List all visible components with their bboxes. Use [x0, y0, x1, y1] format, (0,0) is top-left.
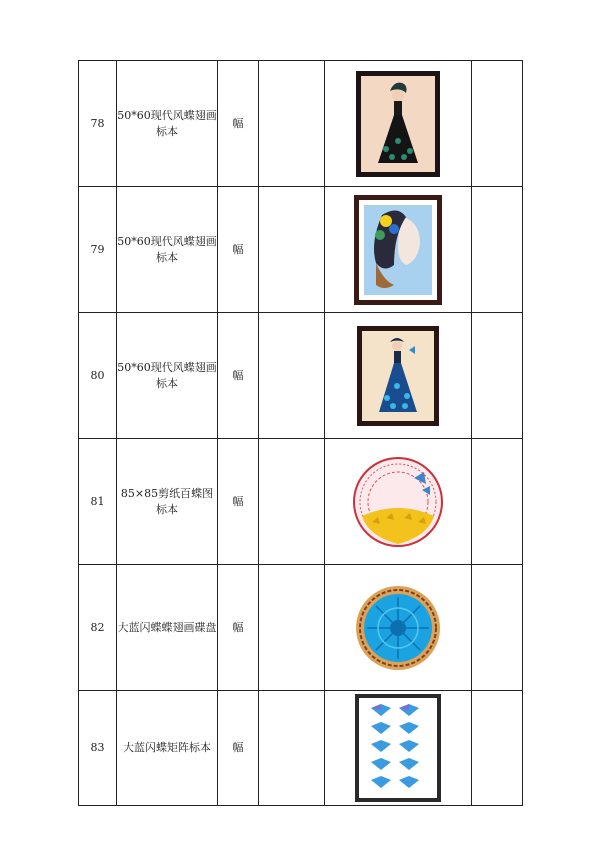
item-name: 50*60现代风蝶翅画标本 — [117, 313, 218, 439]
item-number: 80 — [79, 313, 117, 439]
image-cell — [325, 187, 472, 313]
empty-cell — [472, 313, 523, 439]
item-number: 81 — [79, 439, 117, 565]
empty-cell — [472, 61, 523, 187]
item-number: 79 — [79, 187, 117, 313]
table-row — [79, 61, 523, 187]
empty-cell — [472, 565, 523, 691]
framed-butterfly-lady-portrait-image — [354, 195, 442, 305]
item-number: 83 — [79, 691, 117, 806]
image-cell — [325, 439, 472, 565]
image-cell — [325, 691, 472, 806]
image-cell — [325, 565, 472, 691]
empty-cell — [259, 565, 325, 691]
item-name: 50*60现代风蝶翅画标本 — [117, 61, 218, 187]
item-unit: 幅 — [218, 61, 259, 187]
empty-cell — [259, 439, 325, 565]
item-unit: 幅 — [218, 187, 259, 313]
image-cell — [325, 313, 472, 439]
specimen-table — [78, 60, 523, 806]
blue-morpho-matrix-frame-image — [355, 694, 441, 802]
empty-cell — [472, 187, 523, 313]
empty-cell — [259, 691, 325, 806]
blue-morpho-wing-plate-image — [355, 585, 441, 671]
item-name: 大蓝闪蝶矩阵标本 — [117, 691, 218, 806]
table-row — [79, 313, 523, 439]
item-name: 50*60现代风蝶翅画标本 — [117, 187, 218, 313]
table-row — [79, 439, 523, 565]
empty-cell — [472, 439, 523, 565]
item-unit: 幅 — [218, 565, 259, 691]
table-row — [79, 187, 523, 313]
item-unit: 幅 — [218, 691, 259, 806]
empty-cell — [472, 691, 523, 806]
empty-cell — [259, 313, 325, 439]
image-cell — [325, 61, 472, 187]
item-unit: 幅 — [218, 313, 259, 439]
table-row — [79, 691, 523, 806]
item-number: 82 — [79, 565, 117, 691]
table-row — [79, 565, 523, 691]
item-name: 85×85剪纸百蝶图标本 — [117, 439, 218, 565]
item-number: 78 — [79, 61, 117, 187]
empty-cell — [259, 61, 325, 187]
framed-butterfly-lady-black-gown-image — [356, 71, 440, 177]
empty-cell — [259, 187, 325, 313]
framed-butterfly-lady-blue-gown-image — [357, 326, 439, 426]
papercut-hundred-butterflies-round-image — [352, 456, 444, 548]
item-unit: 幅 — [218, 439, 259, 565]
item-name: 大蓝闪蝶蝶翅画碟盘 — [117, 565, 218, 691]
